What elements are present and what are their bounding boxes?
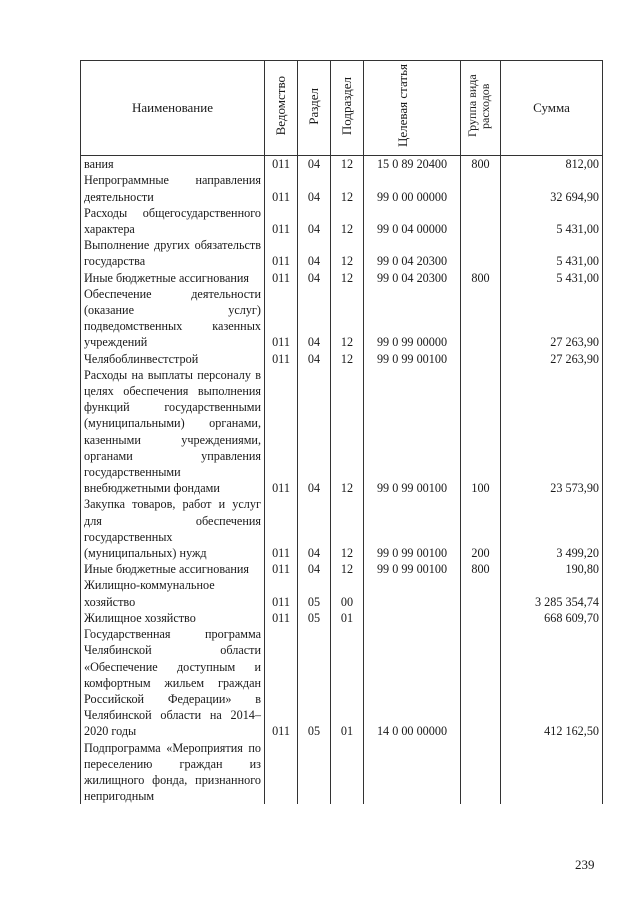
cell-vedomstvo: 011 (265, 172, 298, 204)
cell-razdel: 04 (298, 156, 331, 173)
table-row (81, 740, 603, 805)
cell-gruppa (461, 626, 501, 739)
cell-celevaya: 99 0 99 00100 (364, 496, 461, 561)
cell-celevaya: 14 0 00 00000 (364, 626, 461, 739)
cell-summa: 5 431,00 (501, 237, 603, 269)
cell-celevaya: 99 0 99 00100 (364, 367, 461, 497)
cell-gruppa: 800 (461, 156, 501, 173)
table-row (81, 286, 603, 351)
header-gruppa-label: Группа вида расходов (464, 74, 492, 138)
budget-table (80, 60, 603, 804)
cell-name: Жилищно-коммунальное хозяйство (81, 577, 265, 609)
cell-razdel: 04 (298, 496, 331, 561)
cell-vedomstvo: 011 (265, 351, 298, 367)
cell-celevaya: 99 0 04 20300 (364, 270, 461, 286)
cell-razdel: 04 (298, 561, 331, 577)
cell-summa: 27 263,90 (501, 286, 603, 351)
header-razdel-label: Раздел (306, 87, 321, 125)
header-podrazdel-label: Подраздел (339, 76, 354, 136)
cell-celevaya (364, 610, 461, 626)
cell-gruppa (461, 740, 501, 805)
cell-vedomstvo (265, 740, 298, 805)
cell-summa: 27 263,90 (501, 351, 603, 367)
cell-name: Непрограммные направления деятельности (81, 172, 265, 204)
cell-razdel: 04 (298, 237, 331, 269)
cell-vedomstvo: 011 (265, 156, 298, 173)
header-vedomstvo-label: Ведомство (273, 76, 288, 136)
cell-name: Закупка товаров, работ и услуг для обеспечения государственных (муниципальных) нужд (81, 496, 265, 561)
header-name: Наименование (81, 61, 265, 156)
cell-name: Подпрограмма «Мероприятия по переселению граждан из жилищного фонда, признанного непригодным (81, 740, 265, 805)
cell-gruppa (461, 577, 501, 609)
cell-gruppa: 100 (461, 367, 501, 497)
cell-celevaya (364, 577, 461, 609)
cell-name: Иные бюджетные ассигнования (81, 561, 265, 577)
cell-gruppa (461, 351, 501, 367)
table-row (81, 205, 603, 237)
header-vedomstvo (265, 61, 298, 156)
cell-celevaya (364, 740, 461, 805)
cell-razdel: 04 (298, 286, 331, 351)
cell-vedomstvo: 011 (265, 496, 298, 561)
cell-summa: 812,00 (501, 156, 603, 173)
cell-celevaya: 99 0 99 00100 (364, 561, 461, 577)
table-row (81, 156, 603, 173)
cell-gruppa (461, 286, 501, 351)
cell-razdel: 05 (298, 610, 331, 626)
table-row (81, 561, 603, 577)
cell-celevaya: 15 0 89 20400 (364, 156, 461, 173)
cell-vedomstvo: 011 (265, 286, 298, 351)
cell-podrazdel: 12 (331, 205, 364, 237)
cell-name: вания (81, 156, 265, 173)
table-row (81, 172, 603, 204)
cell-summa: 668 609,70 (501, 610, 603, 626)
header-gruppa (461, 61, 501, 156)
header-podrazdel (331, 61, 364, 156)
cell-podrazdel: 12 (331, 237, 364, 269)
cell-name: Обеспечение деятельности (оказание услуг) подведомственных казенных учреждений (81, 286, 265, 351)
table-row (81, 270, 603, 286)
table-row (81, 367, 603, 497)
table-row (81, 577, 603, 609)
header-celevaya-label: Целевая статья (395, 64, 410, 148)
cell-vedomstvo: 011 (265, 367, 298, 497)
cell-name: Иные бюджетные ассигнования (81, 270, 265, 286)
cell-podrazdel: 12 (331, 561, 364, 577)
cell-podrazdel: 12 (331, 286, 364, 351)
cell-razdel: 04 (298, 351, 331, 367)
cell-razdel: 04 (298, 172, 331, 204)
cell-razdel: 05 (298, 577, 331, 609)
page-number: 239 (575, 857, 595, 872)
table-row (81, 351, 603, 367)
cell-razdel: 04 (298, 270, 331, 286)
table-row (81, 610, 603, 626)
cell-podrazdel: 01 (331, 626, 364, 739)
cell-summa: 5 431,00 (501, 205, 603, 237)
cell-podrazdel: 12 (331, 351, 364, 367)
header-celevaya (364, 61, 461, 156)
cell-vedomstvo: 011 (265, 237, 298, 269)
cell-razdel: 05 (298, 626, 331, 739)
cell-summa: 3 499,20 (501, 496, 603, 561)
cell-summa: 3 285 354,74 (501, 577, 603, 609)
cell-razdel: 04 (298, 205, 331, 237)
cell-razdel: 04 (298, 367, 331, 497)
cell-vedomstvo: 011 (265, 561, 298, 577)
cell-celevaya: 99 0 00 00000 (364, 172, 461, 204)
header-razdel (298, 61, 331, 156)
cell-podrazdel (331, 740, 364, 805)
cell-razdel (298, 740, 331, 805)
cell-name: Жилищное хозяйство (81, 610, 265, 626)
cell-podrazdel: 01 (331, 610, 364, 626)
table-row (81, 496, 603, 561)
cell-podrazdel: 12 (331, 367, 364, 497)
cell-vedomstvo: 011 (265, 626, 298, 739)
cell-podrazdel: 12 (331, 496, 364, 561)
cell-podrazdel: 12 (331, 270, 364, 286)
cell-name: Расходы общегосударственного характера (81, 205, 265, 237)
cell-summa: 32 694,90 (501, 172, 603, 204)
cell-podrazdel: 00 (331, 577, 364, 609)
cell-gruppa (461, 237, 501, 269)
cell-name: Расходы на выплаты персоналу в целях обеспечения выполнения функций государственными (муниципальными) органами, казенными учреждениями, органами управления государственными внебюджетными фондами (81, 367, 265, 497)
cell-name: Выполнение других обязательств государства (81, 237, 265, 269)
cell-vedomstvo: 011 (265, 205, 298, 237)
cell-vedomstvo: 011 (265, 577, 298, 609)
cell-celevaya: 99 0 04 20300 (364, 237, 461, 269)
cell-gruppa: 800 (461, 270, 501, 286)
cell-podrazdel: 12 (331, 156, 364, 173)
table-row (81, 626, 603, 739)
cell-name: Челябоблинвестстрой (81, 351, 265, 367)
cell-gruppa: 200 (461, 496, 501, 561)
cell-summa: 23 573,90 (501, 367, 603, 497)
cell-summa: 412 162,50 (501, 626, 603, 739)
cell-celevaya: 99 0 99 00100 (364, 351, 461, 367)
cell-summa: 5 431,00 (501, 270, 603, 286)
cell-summa: 190,80 (501, 561, 603, 577)
cell-gruppa (461, 610, 501, 626)
cell-gruppa (461, 205, 501, 237)
cell-celevaya: 99 0 99 00000 (364, 286, 461, 351)
table-body (81, 156, 603, 805)
cell-celevaya: 99 0 04 00000 (364, 205, 461, 237)
table-header (81, 61, 603, 156)
cell-podrazdel: 12 (331, 172, 364, 204)
cell-summa (501, 740, 603, 805)
cell-vedomstvo: 011 (265, 610, 298, 626)
table-row (81, 237, 603, 269)
cell-gruppa (461, 172, 501, 204)
cell-gruppa: 800 (461, 561, 501, 577)
cell-vedomstvo: 011 (265, 270, 298, 286)
header-summa: Сумма (501, 61, 603, 156)
cell-name: Государственная программа Челябинской области «Обеспечение доступным и комфортным жильем граждан Российской Федерации» в Челябинской области на 2014–2020 годы (81, 626, 265, 739)
